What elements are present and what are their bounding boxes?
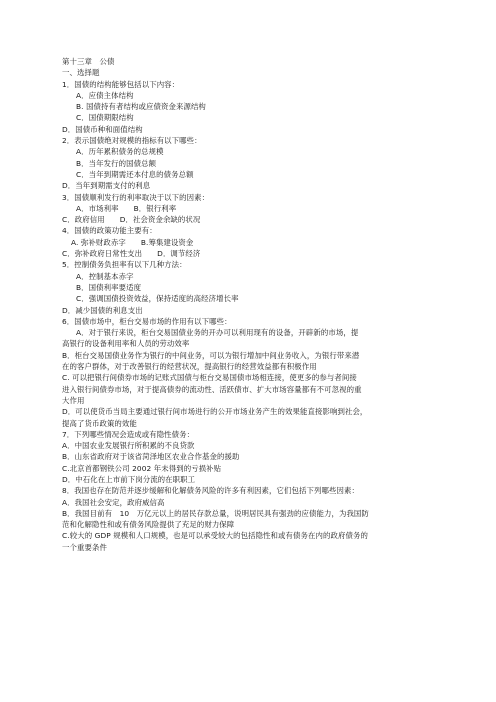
text-line: D．当年到期需支付的利息 xyxy=(62,181,151,191)
text-line: 进入银行间债券市场，对于提高债券的流动性、活跃债市、扩大市场容量都有不可忽视的重 xyxy=(62,384,362,394)
text-line: D．减少国债的利息支出 xyxy=(62,305,143,315)
text-line: 6．国债市场中，柜台交易市场的作用有以下哪些： xyxy=(62,316,232,326)
text-line: 范和化解隐性和或有债务风险提供了充足的财力保障 xyxy=(62,520,235,530)
text-line: A．对于银行来说，柜台交易国债业务的开办可以利用现有的设备，开辟新的市场，提 xyxy=(76,328,359,338)
document-content xyxy=(62,56,434,553)
text-line: D．中石化在上市前下岗分流的在职职工 xyxy=(62,474,196,484)
text-line: A．我国社会安定，政府威信高 xyxy=(62,497,165,507)
text-line: 3．国债顺利发行的利率取决于以下的因素： xyxy=(62,192,210,202)
question-list xyxy=(62,79,434,553)
text-line: 在的客户群体，对于改善银行的经营状况，提高银行的经营效益都有积极作用 xyxy=(62,362,317,372)
text-line: B．国债利率要适度 xyxy=(76,282,142,292)
text-line: C.较大的 GDP 规模和人口规模，也是可以承受较大的包括隐性和或有债务在内的政府债务的 xyxy=(62,531,368,541)
text-line: C．强调国债投资效益，保持适度的高经济增长率 xyxy=(76,294,239,304)
text-line: 2．表示国债绝对规模的指标有以下哪些： xyxy=(62,136,202,146)
text-line: A．中国农业发展银行所积累的不良贷款 xyxy=(62,441,195,451)
text-line: C．政府信用 D．社会资金余缺的状况 xyxy=(62,215,201,225)
text-line: A．控制基本赤字 xyxy=(76,271,134,281)
text-line: A．市场利率 B．银行利率 xyxy=(76,203,177,213)
chapter-title: 第十三章 公债 xyxy=(62,57,115,66)
text-line: C．弥补政府日常性支出 D．调节经济 xyxy=(62,249,201,259)
text-line: B. 国债持有者结构或应债资金来源结构 xyxy=(76,102,206,112)
text-line: D．国债币种和面值结构 xyxy=(62,124,143,134)
text-line: A．应债主体结构 xyxy=(76,90,134,100)
text-line: B．我国目前有 10 万亿元以上的居民存款总量，说明居民具有强劲的应债能力，为我国防 xyxy=(62,508,369,518)
text-line: C.北京首都钢铁公司 2002 年未得到的亏损补贴 xyxy=(62,463,222,473)
text-line: B．柜台交易国债业务作为银行的中间业务，可以为银行增加中间业务收入，为银行带来潜 xyxy=(62,350,360,360)
section-title: 一、选择题 xyxy=(62,68,100,78)
text-line: 8．我国也存在防范并逐步缓解和化解债务风险的许多有利因素，它们包括下列哪些因素： xyxy=(62,486,359,496)
text-line: C. 可以把银行间债券市场的记账式国债与柜台交易国债市场相连接，使更多的参与者间接 xyxy=(62,373,357,383)
text-line: 5．控制债务负担率有以下几种方法： xyxy=(62,260,187,270)
text-line: 1．国债的结构能够包括以下内容： xyxy=(62,79,180,89)
text-line: 4．国债的政策功能主要有： xyxy=(62,226,157,236)
text-line: 7．下列哪些情况会造成或有隐性债务： xyxy=(62,429,195,439)
text-line: C．国债期限结构 xyxy=(76,113,134,123)
text-line: B．山东省政府对于该省菏泽地区农业合作基金的援助 xyxy=(62,452,240,462)
text-line: 一个重要条件 xyxy=(62,542,107,552)
text-line: A. 弥补财政赤字 B.筹集建设资金 xyxy=(71,237,194,247)
text-line: A．历年累积债务的总规模 xyxy=(76,147,164,157)
text-line: 大作用 xyxy=(62,395,85,405)
text-line: D．可以使货币当局主要通过银行间市场进行的公开市场业务产生的效果能直接影响到社会， xyxy=(62,407,368,417)
text-line: C．当年到期需还本付息的债务总额 xyxy=(76,169,194,179)
text-line: 高银行的设备利用率和人员的劳动效率 xyxy=(62,339,190,349)
text-line: 提高了货币政策的效能 xyxy=(62,418,137,428)
text-line: B．当年发行的国债总额 xyxy=(76,158,157,168)
